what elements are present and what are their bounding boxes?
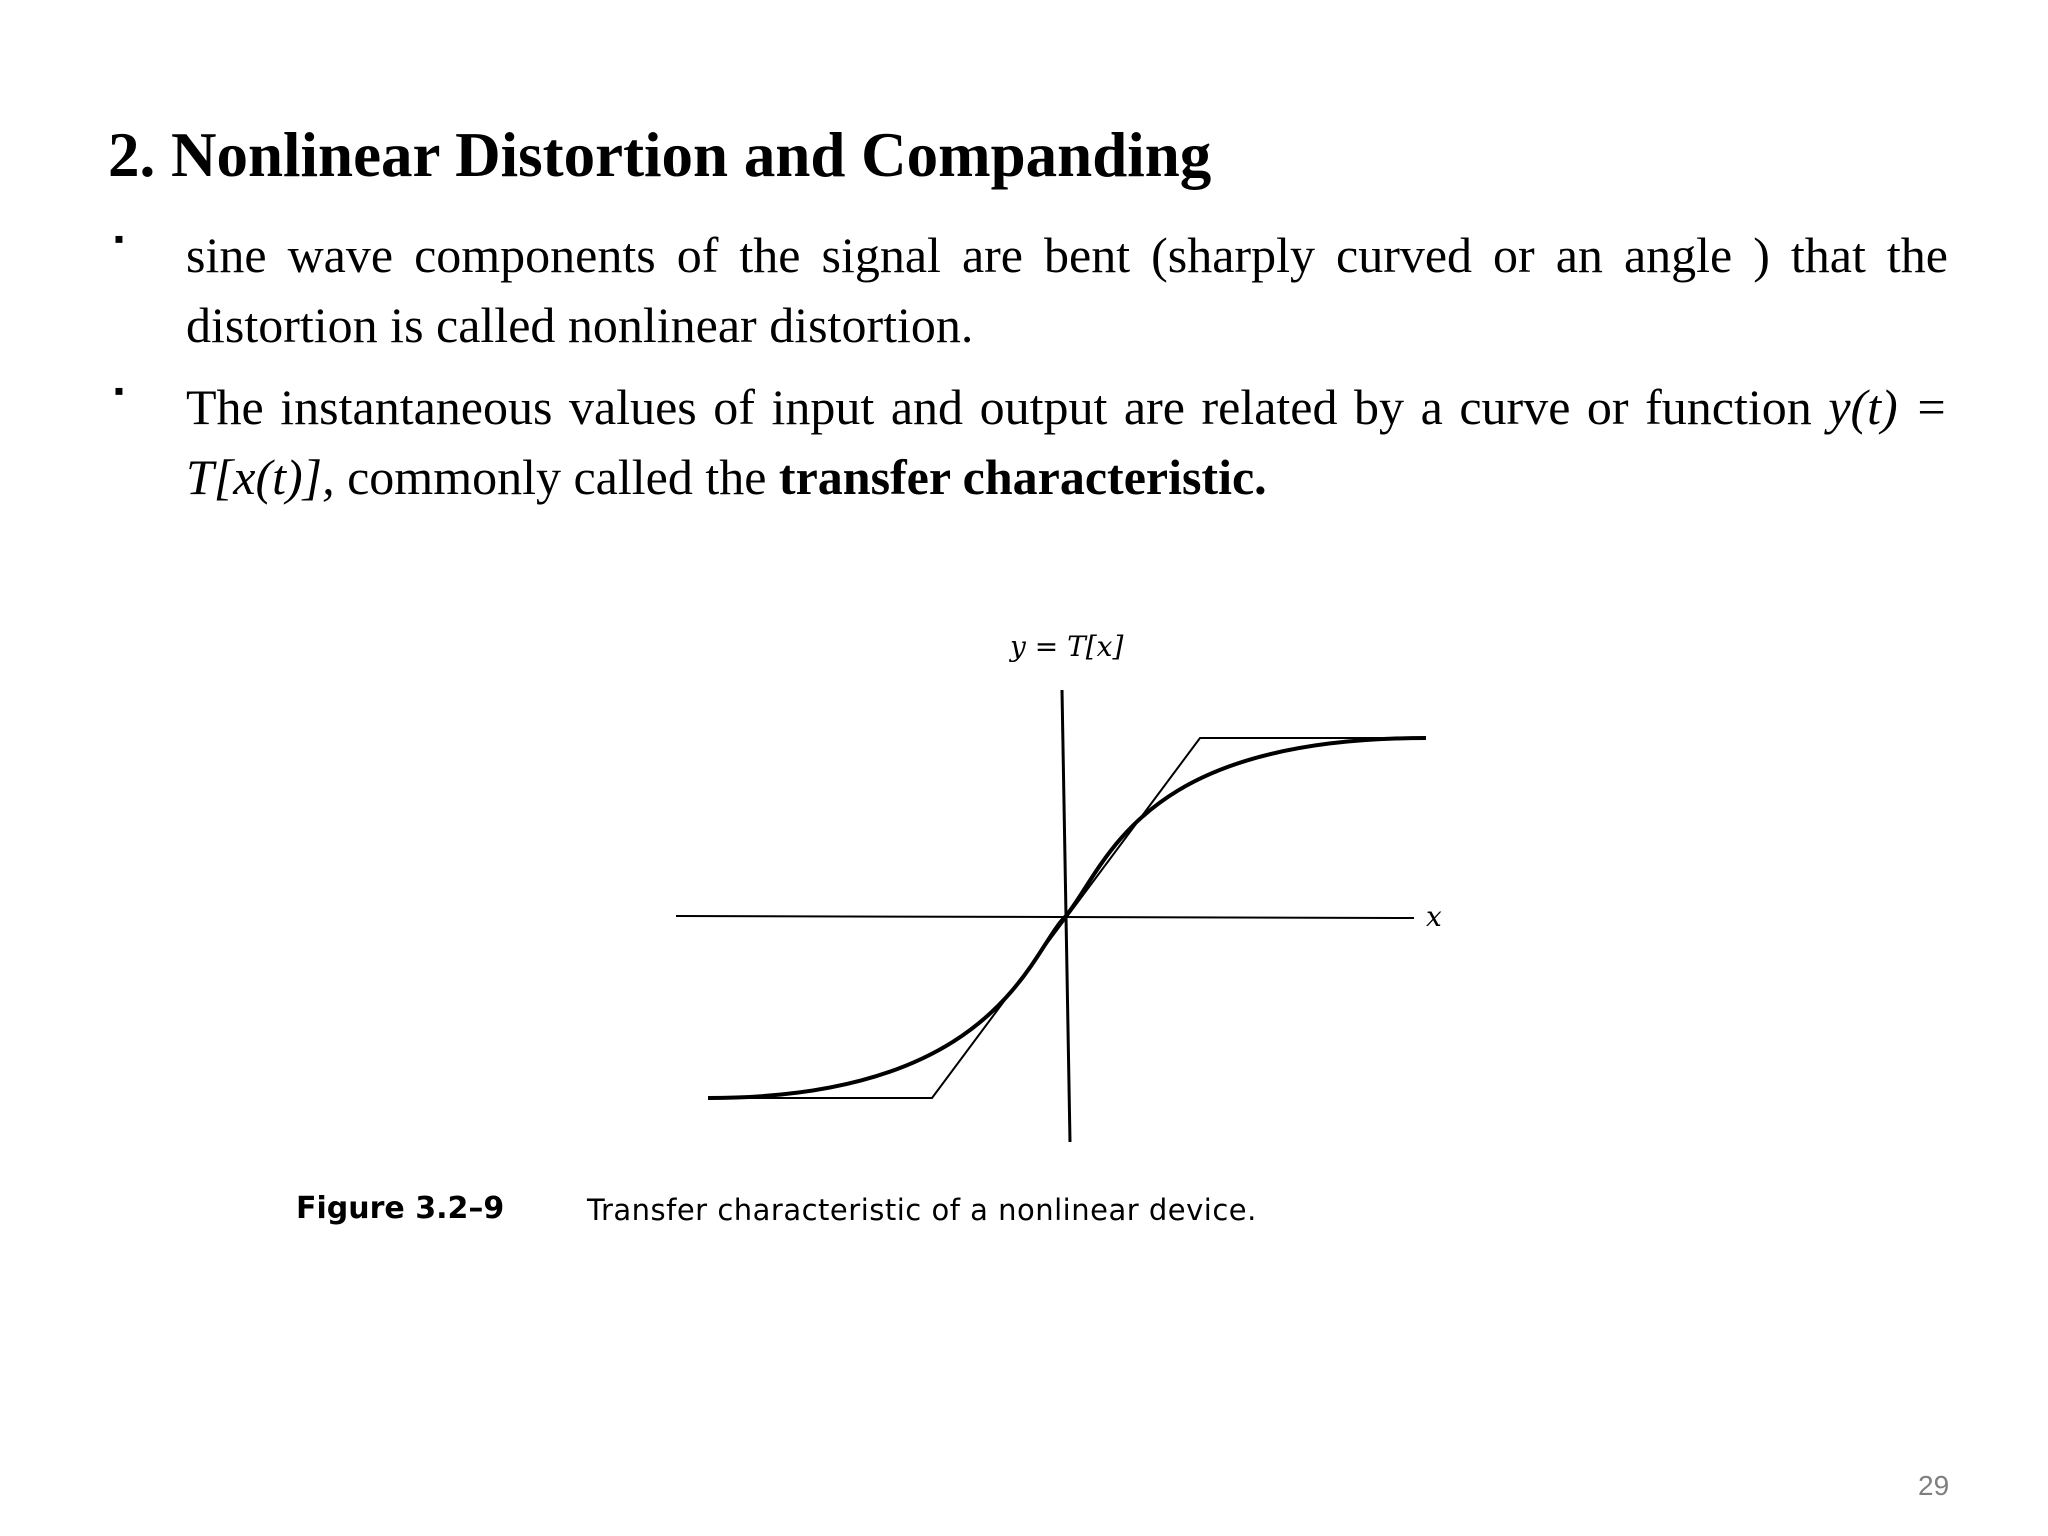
bullet-square-icon: ▪	[114, 376, 124, 407]
bullet-text: The instantaneous values of input and output are related by a curve or function	[186, 379, 1829, 435]
figure-caption-label: Figure 3.2–9	[296, 1191, 505, 1226]
figure-caption-text: Transfer characteristic of a nonlinear device.	[587, 1193, 1257, 1227]
y-axis-label: y = T[x]	[1010, 630, 1124, 663]
page-number: 29	[1918, 1470, 1950, 1501]
transfer-formula: y(t) = T[x(t)],	[186, 379, 1948, 505]
bullet-square-icon: ▪	[114, 224, 124, 255]
nonlinear-transfer-curve	[708, 738, 1426, 1098]
slide-title: 2. Nonlinear Distortion and Companding	[108, 120, 1212, 190]
bullet-text: sine wave components of the signal are bent (sharply curved or an angle ) that the distortion is called nonlinear distortion.	[186, 227, 1948, 353]
bullet-item	[108, 372, 1948, 512]
bullet-text: commonly called the	[334, 449, 779, 505]
bullet-list	[108, 220, 1948, 524]
x-axis-label: x	[1426, 900, 1442, 933]
transfer-characteristic-term: transfer characteristic.	[778, 449, 1267, 505]
y-axis	[1062, 690, 1070, 1142]
bullet-item	[108, 220, 1948, 360]
x-axis	[676, 916, 1414, 918]
piecewise-linear-characteristic	[708, 738, 1426, 1098]
